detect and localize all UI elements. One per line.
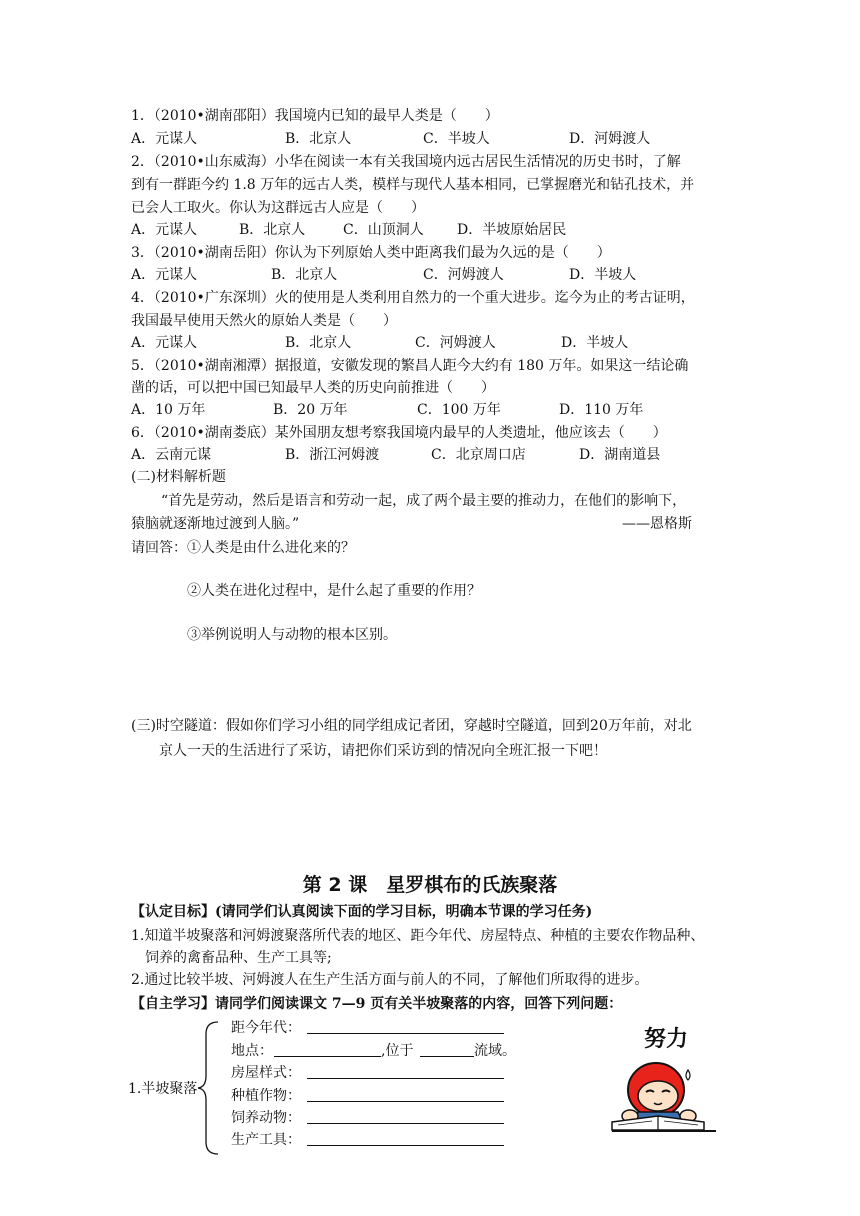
question-2-stem-line3: 已会人工取火。你认为这群远古人应是（ ） bbox=[131, 200, 425, 216]
field-crops bbox=[231, 1085, 301, 1107]
age-answer-blank[interactable] bbox=[307, 1019, 504, 1034]
question-4-stem-line2: 我国最早使用天然火的原始人类是（ ） bbox=[131, 313, 397, 329]
option-a: A．元谋人 bbox=[131, 267, 198, 283]
option-b: B．北京人 bbox=[285, 335, 352, 351]
field-tools-label: 生产工具： bbox=[231, 1132, 301, 1148]
goal-1-line2: 饲养的禽畜品种、生产工具等; bbox=[145, 950, 332, 966]
field-age-label: 距今年代： bbox=[231, 1020, 301, 1036]
option-c: C．山顶洞人 bbox=[343, 222, 424, 238]
self-study-header: 【自主学习】请同学们阅读课文 7—9 页有关半坡聚落的内容，回答下列问题： bbox=[131, 996, 623, 1012]
field-age bbox=[231, 1017, 301, 1039]
option-b: B．北京人 bbox=[239, 222, 306, 238]
option-c: C．100 万年 bbox=[417, 402, 501, 418]
river-basin-blank[interactable] bbox=[420, 1042, 474, 1057]
field-house-label: 房屋样式： bbox=[231, 1065, 301, 1081]
goal-2: 2.通过比较半坡、河姆渡人在生产生活方面与前人的不同，了解他们所取得的进步。 bbox=[131, 972, 649, 988]
time-tunnel-line2: 京人一天的生活进行了采访，请把你们采访到的情况向全班汇报一下吧！ bbox=[159, 743, 607, 759]
lesson-title: 第 2 课 星罗棋布的氏族聚落 bbox=[302, 874, 558, 896]
option-a: A．云南元谋 bbox=[131, 447, 212, 463]
located-at-text: ,位于 bbox=[381, 1043, 414, 1059]
mascot-cartoon-icon bbox=[608, 1020, 724, 1132]
animals-answer-blank[interactable] bbox=[307, 1109, 504, 1124]
field-crops-label: 种植作物： bbox=[231, 1088, 301, 1104]
basin-text: 流域。 bbox=[474, 1043, 516, 1059]
field-place bbox=[231, 1040, 273, 1062]
field-animals-label: 饲养动物： bbox=[231, 1110, 301, 1126]
option-a: A．元谋人 bbox=[131, 335, 198, 351]
option-d: D．半坡原始居民 bbox=[457, 222, 567, 238]
option-c: C．北京周口店 bbox=[431, 447, 526, 463]
option-d: D．河姆渡人 bbox=[569, 131, 651, 147]
goal-1-line1: 1.知道半坡聚落和河姆渡聚落所代表的地区、距今年代、房屋特点、种植的主要农作物品种、 bbox=[131, 928, 705, 944]
banpo-label: 1.半坡聚落 bbox=[128, 1081, 198, 1097]
goal-header: 【认定目标】(请同学们认真阅读下面的学习目标，明确本节课的学习任务) bbox=[131, 904, 593, 920]
material-question-2: ②人类在进化过程中，是什么起了重要的作用？ bbox=[187, 583, 481, 599]
option-c: C．河姆渡人 bbox=[423, 267, 504, 283]
option-b: B．北京人 bbox=[285, 131, 352, 147]
option-d: D．半坡人 bbox=[561, 335, 629, 351]
question-4-stem-line1: 4．（2010•广东深圳）火的使用是人类利用自然力的一个重大进步。迄今为止的考古证明， bbox=[131, 290, 695, 306]
option-c: C．河姆渡人 bbox=[415, 335, 496, 351]
option-a: A．元谋人 bbox=[131, 222, 198, 238]
option-a: A．元谋人 bbox=[131, 131, 198, 147]
time-tunnel-line1: (三)时空隧道：假如你们学习小组的同学组成记者团，穿越时空隧道，回到20万年前，对北 bbox=[131, 718, 692, 734]
question-2-stem-line2: 到有一群距今约 1.8 万年的远古人类，模样与现代人基本相同，已掌握磨光和钻孔技术，并 bbox=[131, 177, 695, 193]
option-d: D．110 万年 bbox=[559, 402, 644, 418]
option-c: C．半坡人 bbox=[423, 131, 490, 147]
material-question-3: ③举例说明人与动物的根本区别。 bbox=[187, 627, 397, 643]
house-answer-blank[interactable] bbox=[307, 1064, 504, 1079]
material-heading: (二)材料解析题 bbox=[131, 469, 226, 485]
tools-answer-blank[interactable] bbox=[307, 1131, 504, 1146]
option-a: A．10 万年 bbox=[131, 402, 206, 418]
mascot-text: 努力 bbox=[643, 1027, 689, 1052]
material-question-1: 请回答：①人类是由什么进化来的？ bbox=[131, 540, 355, 556]
question-6-stem: 6．（2010•湖南娄底）某外国朋友想考察我国境内最早的人类遗址，他应该去（ ） bbox=[131, 425, 667, 441]
place-answer-blank[interactable] bbox=[274, 1042, 381, 1057]
question-1-stem: 1．（2010•湖南邵阳）我国境内已知的最早人类是（ ） bbox=[131, 108, 499, 124]
question-3-stem: 3．（2010•湖南岳阳）你认为下列原始人类中距离我们最为久远的是（ ） bbox=[131, 245, 611, 261]
field-tools bbox=[231, 1129, 301, 1151]
field-animals bbox=[231, 1107, 301, 1129]
field-house bbox=[231, 1062, 301, 1084]
material-quote-line1: “首先是劳动，然后是语言和劳动一起，成了两个最主要的推动力，在他们的影响下， bbox=[161, 493, 687, 509]
option-b: B．浙江河姆渡 bbox=[285, 447, 380, 463]
field-place-label: 地点： bbox=[231, 1043, 273, 1059]
question-2-stem-line1: 2．（2010•山东威海）小华在阅读一本有关我国境内远古居民生活情况的历史书时，了解 bbox=[131, 154, 681, 170]
crops-answer-blank[interactable] bbox=[307, 1087, 504, 1102]
question-5-stem-line1: 5．（2010•湖南湘潭）据报道，安徽发现的繁昌人距今大约有 180 万年。如果这一结论确 bbox=[131, 358, 689, 374]
option-d: D．湖南道县 bbox=[579, 447, 661, 463]
question-5-stem-line2: 凿的话，可以把中国已知最早人类的历史向前推进（ ） bbox=[131, 380, 495, 396]
quote-author: ——恩格斯 bbox=[622, 516, 692, 532]
option-b: B．20 万年 bbox=[273, 402, 348, 418]
curly-brace-icon bbox=[196, 1020, 222, 1156]
material-quote-line2: 猿脑就逐渐地过渡到人脑。” bbox=[131, 516, 300, 532]
option-d: D．半坡人 bbox=[569, 267, 637, 283]
option-b: B．北京人 bbox=[271, 267, 338, 283]
